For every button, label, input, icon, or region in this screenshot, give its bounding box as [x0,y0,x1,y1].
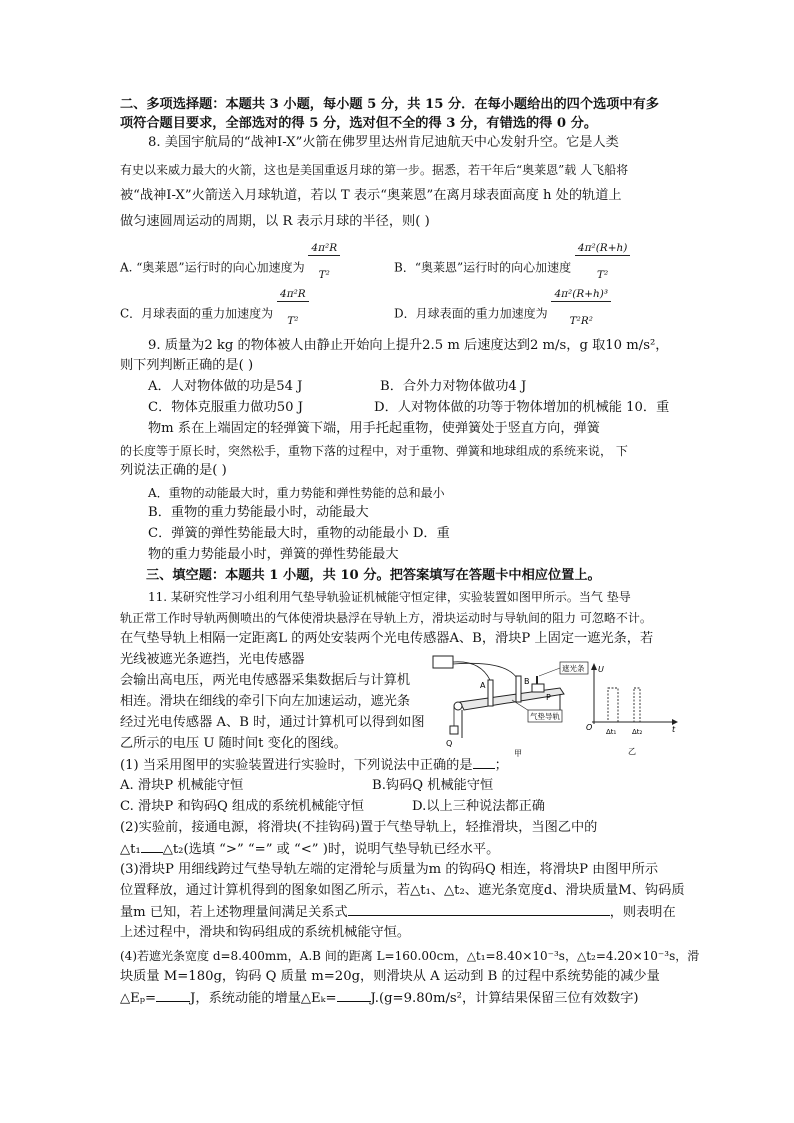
q10-line2: 的长度等于原长时，突然松手，重物下落的过程中，对于重物、弹簧和地球组成的系统来说， 下 [120,444,628,458]
dt1-label: Δt₁ [606,728,617,736]
q11-line6: 相连。滑块在细线的牵引下向左加速运动，遮光条 [120,694,411,709]
q8-option-b-denominator: T² [597,269,609,281]
computer-icon [433,656,453,668]
sensor-cable-b [453,663,518,680]
q8-option-b-text: B．“奥莱恩”运行时的向心加速度 [394,260,572,275]
slider-p [532,684,544,692]
section2-heading-line2: 项符合题目要求，全部选对的得 5 分，选对但不全的得 3 分，有错选的得 0 分。 [120,116,598,131]
q11-part4-ek-label: J，系统动能的增量△Eₖ= [190,991,337,1006]
q11-part3-line4: 上述过程中，滑块和钩码组成的系统机械能守恒。 [120,925,411,940]
q11-line3: 在气垫导轨上相隔一定距离L 的两处安装两个光电传感器A、B，滑块P 上固定一遮光条，若 [120,631,654,646]
q9-option-b: B．合外力对物体做功4 J [380,379,527,394]
q11-part4-ek-blank[interactable] [337,989,371,1002]
hook-weight-q [450,726,458,734]
q11-line1: 11. 某研究性学习小组利用气垫导轨验证机械能守恒定律，实验装置如图甲所示。当气 垫导 [148,590,631,604]
pulse-dt1 [608,688,618,722]
label-guide: 气垫导轨 [530,712,560,721]
q11-line2: 轨正常工作时导轨两侧喷出的气体使滑块悬浮在导轨上方，滑块运动时与导轨间的阻力 可忽略不计。 [120,611,652,625]
q8-option-d [394,288,611,334]
section3-heading: 三、填空题：本题共 1 小题，共 10 分。把答案填写在答题卡中相应位置上。 [146,568,601,583]
q8-option-c [120,288,309,334]
q9-option-c: C．物体克服重力做功50 J [148,400,304,415]
q11-part1-option-c: C. 滑块P 和钩码Q 组成的系统机械能守恒 [120,799,364,814]
q11-line4: 光线被遮光条遮挡，光电传感器 [120,652,305,667]
q8-option-d-text: D．月球表面的重力加速度为 [394,306,548,321]
q11-part4-line3 [120,989,639,1008]
q11-part3-line1: (3)滑块P 用细线跨过气垫导轨左端的定滑轮与质量为m 的钩码Q 相连，将滑块P 由图甲所示 [120,862,659,877]
q11-part3-line3 [120,903,676,922]
q11-part1-question [120,756,508,775]
q8-option-c-numerator: 4π²R [277,288,309,302]
q8-option-a-text: A. “奥莱恩”运行时的向心加速度为 [120,260,305,275]
q8-line1: 8. 美国宇航局的“战神Ⅰ-X”火箭在佛罗里达州肯尼迪航天中心发射升空。它是人类 [148,135,619,150]
label-b: B [524,677,530,686]
q11-part4-line2: 块质量 M=180g，钩码 Q 质量 m=20g，则滑块从 A 运动到 B 的过程中系统势能的减少量 [120,969,660,984]
q11-part3-answer-blank[interactable] [348,903,610,916]
q8-line2: 有史以来威力最大的火箭，这也是美国重返月球的第一步。据悉，若干年后“奥莱恩”载 人飞船将 [120,163,629,177]
q11-part4-line1: (4)若遮光条宽度 d=8.400mm，A.B 间的距离 L=160.00cm，△t₁=8.40×10⁻³s，△t₂=4.20×10⁻³s，滑 [120,949,700,963]
q11-part4-note: J.(g=9.80m/s²，计算结果保留三位有效数字) [370,991,639,1006]
q8-option-b [394,242,630,288]
q8-option-b-numerator: 4π²(R+h) [575,242,630,256]
q8-option-a-numerator: 4π²R [308,242,340,256]
q10-option-d: 物的重力势能最小时，弹簧的弹性势能最大 [148,547,399,562]
experiment-figure [432,654,678,760]
q11-part4-ep-label: △Eₚ= [120,991,157,1006]
q10-option-c: C．弹簧的弹性势能最大时，重物的动能最小 D．重 [148,526,450,541]
q11-part2-dt1: △t₁ [120,842,141,857]
q9-option-d: D．人对物体做的功等于物体增加的机械能 10．重 [374,400,670,415]
dt2-label: Δt₂ [632,728,643,736]
q11-part3-text-b: ，则表明在 [609,905,676,920]
apparatus-diagram-jia [433,656,588,758]
q11-line5: 会输出高电压，两光电传感器采集数据后与计算机 [120,673,411,688]
q10-option-b: B．重物的重力势能最小时，动能最大 [148,505,369,520]
caption-jia: 甲 [514,749,522,758]
q11-part1-answer-blank[interactable] [473,756,495,769]
pulse-dt2 [634,688,640,722]
q10-option-a: A．重物的动能最大时，重力势能和弹性势能的总和最小 [148,486,445,500]
q11-part2-answer-blank[interactable] [141,840,163,853]
q8-option-c-fraction [277,288,309,328]
q9-line1: 9. 质量为2 kg 的物体被人由静止开始向上提升2.5 m 后速度达到2 m/s，g 取10 m/s²， [148,338,669,353]
q8-option-a [120,242,340,288]
q8-option-d-numerator: 4π²(R+h)³ [551,288,611,302]
q9-option-a: A．人对物体做的功是54 J [148,379,303,394]
q8-line3: 被“战神Ⅰ-X”火箭送入月球轨道，若以 T 表示“奥莱恩”在离月球表面高度 h 处的轨道上 [120,188,622,203]
q8-line4: 做匀速圆周运动的周期，以 R 表示月球的半径，则( ) [120,214,430,229]
q11-part4-ep-blank[interactable] [156,989,190,1002]
section2-heading-line1: 二、多项选择题：本题共 3 小题，每小题 5 分，共 15 分．在每小题给出的四个选项中有多 [120,97,659,112]
q11-part3-line2: 位置释放，通过计算机得到的图象如图乙所示，若△t₁、△t₂、遮光条宽度d、滑块质量M、钩码质 [120,883,685,898]
q8-option-c-denominator: T² [287,315,299,327]
q10-line3: 列说法正确的是( ) [120,463,227,478]
q10-line1: 物m 系在上端固定的轻弹簧下端，用手托起重物，使弹簧处于竖直方向，弹簧 [148,421,600,436]
caption-yi: 乙 [628,747,636,756]
q11-part1-text: (1) 当采用图甲的实验装置进行实验时，下列说法中正确的是 [120,758,473,773]
q11-part3-text-a: 量m 已知，若上述物理量间满足关系式 [120,905,348,920]
axis-u-label: U [598,665,604,674]
label-p: P [546,693,551,702]
q11-part1-end: ； [494,758,508,773]
q9-line2: 则下列判断正确的是( ) [120,358,254,373]
label-a: A [480,681,486,690]
label-zhe: 遮光条 [562,664,585,673]
q11-line7: 经过光电传感器 A、B 时，通过计算机可以得到如图 [120,715,425,730]
q11-line8: 乙所示的电压 U 随时间t 变化的图线。 [120,736,347,751]
label-q: Q [446,739,453,748]
sensor-b [516,676,521,702]
q8-option-d-denominator: T²R² [569,315,593,327]
sensor-cable [453,662,490,680]
sensor-a [488,680,493,706]
q8-option-d-fraction [551,288,611,328]
q8-option-c-text: C．月球表面的重力加速度为 [120,306,274,321]
q11-part1-option-b: B.钩码Q 机械能守恒 [372,778,494,793]
q11-part1-option-a: A. 滑块P 机械能守恒 [120,778,244,793]
q11-part2-line2 [120,840,499,859]
q11-part1-option-d: D.以上三种说法都正确 [412,799,545,814]
q8-option-a-denominator: T² [318,269,330,281]
axis-o-label: O [586,723,593,732]
voltage-graph-yi [586,663,678,756]
shading-strip [536,676,538,684]
pulley-icon [454,702,462,710]
leader-zhe [539,668,560,676]
u-axis-arrow [591,663,597,670]
q11-part2-rest: △t₂(选填 “>” “=” 或 “<” )时，说明气垫导轨已经水平。 [162,842,500,857]
axis-t-label: t [672,725,676,734]
q8-option-a-fraction [308,242,340,282]
q11-part2-line1: (2)实验前，接通电源，将滑块(不挂钩码)置于气垫导轨上，轻推滑块，当图乙中的 [120,820,598,835]
q8-option-b-fraction [575,242,630,282]
